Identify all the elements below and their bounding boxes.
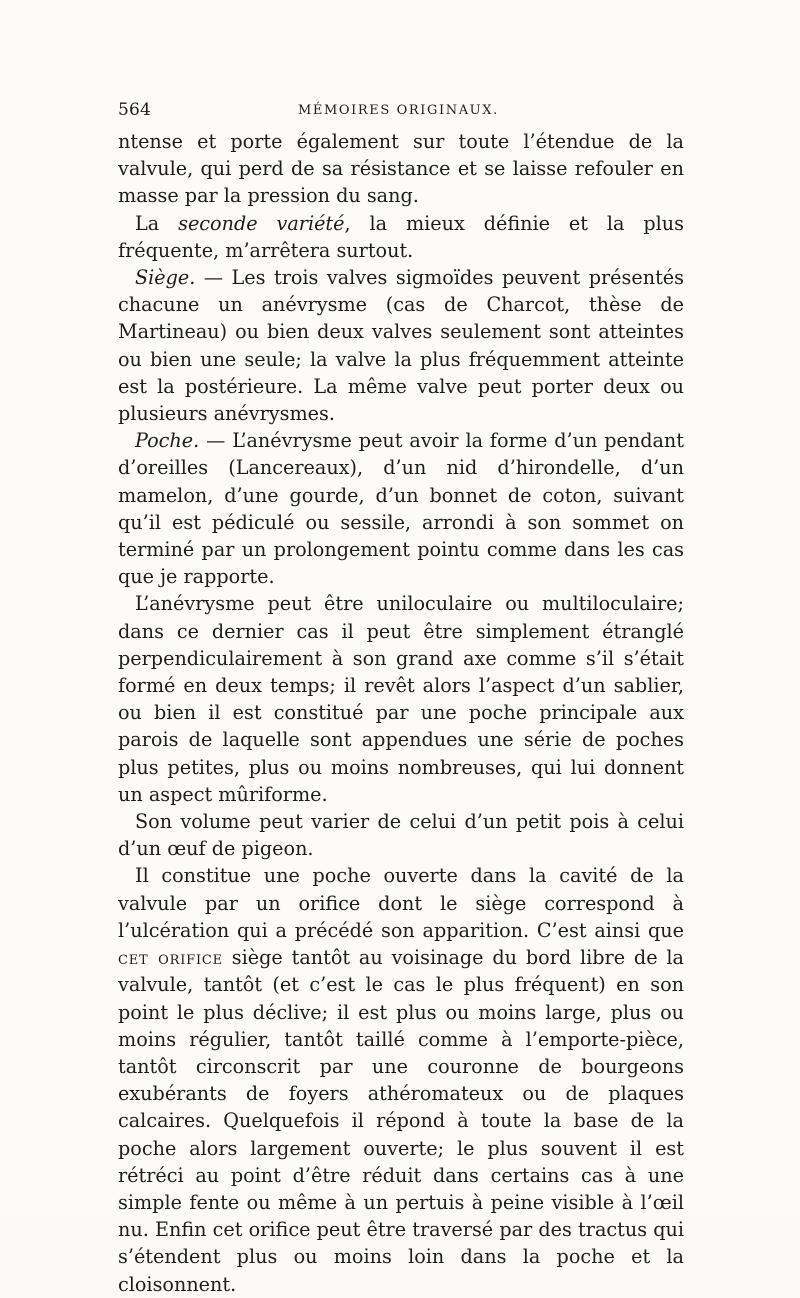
- paragraph-second-variety: [118, 210, 684, 264]
- paragraph-volume: [118, 808, 684, 862]
- paragraph-uniloculaire: [118, 590, 684, 808]
- paragraph-text: ntense et porte également sur toute l’étendue de la valvule, qui perd de sa résistance et se laisse refouler en masse par la pression du sang.: [118, 130, 684, 208]
- running-title: MÉMOIRES ORIGINAUX.: [298, 103, 499, 118]
- paragraph-text: — Les trois valves sigmoïdes peuvent présentés chacune un anévrysme (cas de Charcot, thèse de Martineau) ou bien deux valves seulement sont atteintes ou bien une seule; la valve la plus fréquemment atteinte est la postérieure. La même valve peut porter deux ou plusieurs anévrysmes.: [118, 266, 684, 426]
- paragraph-text: L’anévrysme peut être uniloculaire ou multiloculaire; dans ce dernier cas il peut être simplement étranglé perpendiculairement à son grand axe comme s’il s’était formé en deux temps; il revêt alors l’aspect d’un sablier, ou bien il est constitué par une poche principale aux parois de laquelle sont appendues une série de poches plus petites, plus ou moins nombreuses, qui lui donnent un aspect mûriforme.: [118, 592, 684, 806]
- paragraph-text-after: siège tantôt au voisinage du bord libre de la valvule, tantôt (et c’est le cas le plus fréquent) en son point le plus déclive; il est plus ou moins large, plus ou moins régulier, tantôt taillé comme à l’emporte-pièce, tantôt circonscrit par une couronne de bourgeons exubérants de foyers athéromateux ou de plaques calcaires. Quelquefois il répond à toute la base de la poche alors largement ouverte; le plus souvent il est rétréci au point d’être réduit dans certains cas à une simple fente ou même à un pertuis à peine visible à l’œil nu. Enfin cet orifice peut être traversé par des tractus qui s’étendent plus ou moins loin dans la poche et la cloisonnent.: [118, 946, 684, 1296]
- italic-emphasis: seconde variété: [178, 211, 345, 235]
- paragraph-siege: [118, 264, 684, 427]
- page-header: [118, 100, 690, 128]
- paragraph-poche: [118, 427, 684, 590]
- page-number: 564: [118, 100, 152, 120]
- paragraph-continuation: [118, 128, 684, 210]
- paragraph-orifice: [118, 862, 684, 1297]
- paragraph-text: Son volume peut varier de celui d’un petit pois à celui d’un œuf de pigeon.: [118, 810, 684, 861]
- section-lead-poche: Poche.: [135, 429, 200, 453]
- paragraph-text: — L’anévrysme peut avoir la forme d’un pendant d’oreilles (Lancereaux), d’un nid d’hirondelle, d’un mamelon, d’une gourde, d’un bonnet de coton, suivant qu’il est pédiculé ou sessile, arrondi à son sommet on terminé par un prolongement pointu comme dans les cas que je rapporte.: [118, 429, 684, 589]
- body-text: [118, 128, 684, 1298]
- paragraph-text-before: La: [135, 211, 179, 235]
- small-caps-emphasis: cet orifice: [118, 946, 223, 970]
- paragraph-text-after: , la mieux définie et la plus fréquente, m’arrêtera surtout.: [118, 211, 685, 262]
- section-lead-siege: Siège.: [135, 266, 196, 290]
- paragraph-text-before: Il constitue une poche ouverte dans la cavité de la valvule par un orifice dont le siège correspond à l’ulcération qui a précédé son apparition. C’est ainsi que: [118, 864, 684, 942]
